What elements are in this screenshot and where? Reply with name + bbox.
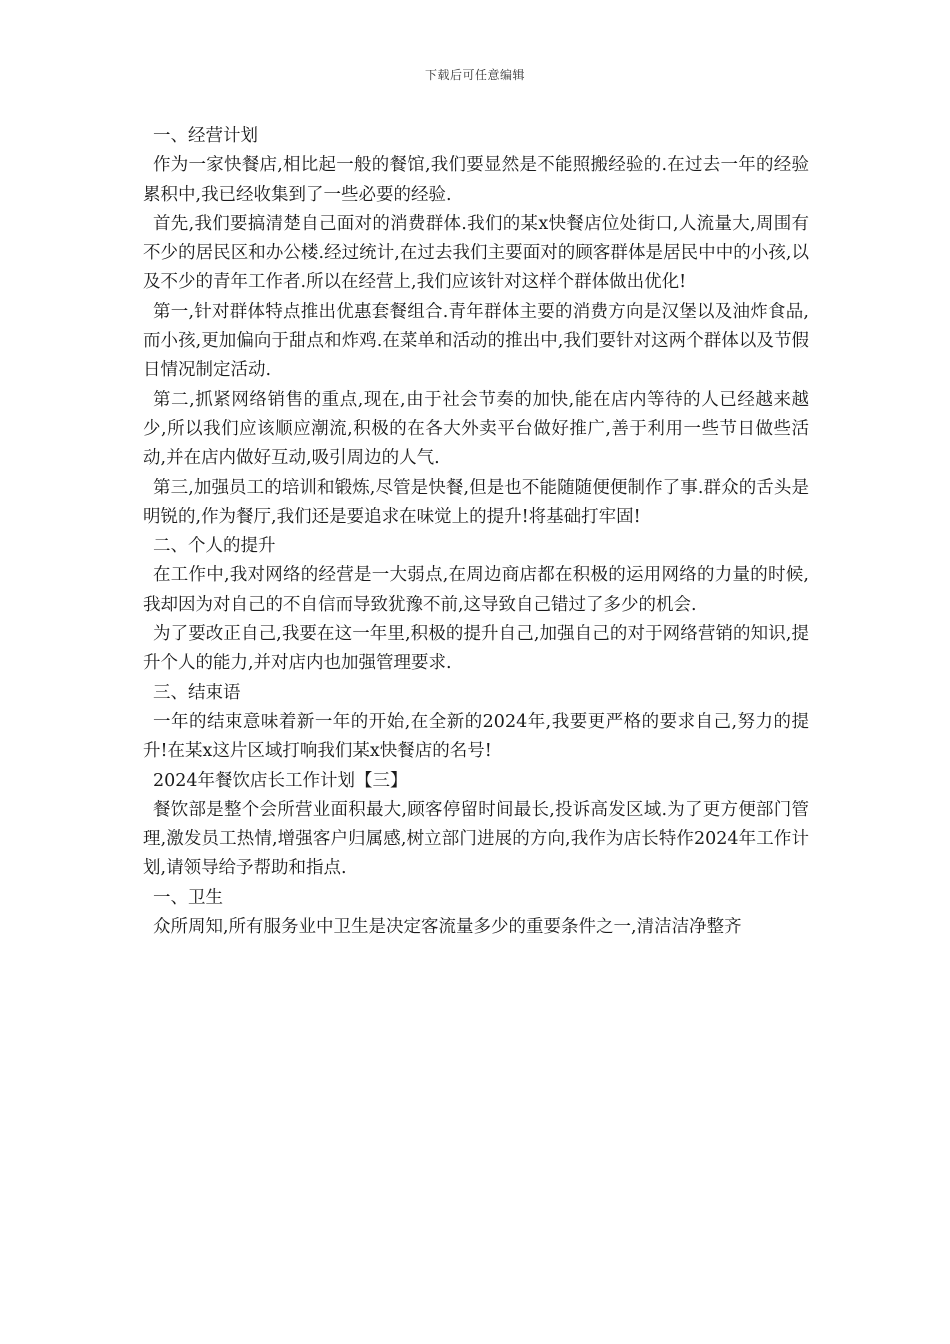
paragraph-second-point: 第二,抓紧网络销售的重点,现在,由于社会节奏的加快,能在店内等待的人已经越来越少,所以我们应该顺应潮流,积极的在各大外卖平台做好推广,善于利用一些节日做些活动,并在店内做好互动,吸引周边的人气. xyxy=(143,389,809,469)
page-header: 下载后可任意编辑 xyxy=(424,68,525,82)
paragraph-target-customers: 首先,我们要搞清楚自己面对的消费群体.我们的某x快餐店位处街口,人流量大,周围有不少的居民区和办公楼.经过统计,在过去我们主要面对的顾客群体是居民中中的小孩,以及不少的青年工作者.所以在经营上,我们应该针对这样个群体做出优化! xyxy=(143,213,809,293)
section-heading-business-plan: 一、经营计划 xyxy=(153,126,258,146)
document-body xyxy=(143,122,809,942)
paragraph-hygiene: 众所周知,所有服务业中卫生是决定客流量多少的重要条件之一,清洁洁净整齐 xyxy=(153,917,742,938)
document-subtitle: 2024年餐饮店长工作计划【三】 xyxy=(153,770,408,791)
paragraph-improvement: 为了要改正自己,我要在这一年里,积极的提升自己,加强自己的对于网络营销的知识,提升个人的能力,并对店内也加强管理要求. xyxy=(143,624,809,674)
paragraph-intro: 作为一家快餐店,相比起一般的餐馆,我们要显然是不能照搬经验的.在过去一年的经验累积中,我已经收集到了一些必要的经验. xyxy=(143,155,809,205)
paragraph-conclusion: 一年的结束意味着新一年的开始,在全新的2024年,我要更严格的要求自己,努力的提升!在某x这片区域打响我们某x快餐店的名号! xyxy=(143,711,809,762)
paragraph-third-point: 第三,加强员工的培训和锻炼,尽管是快餐,但是也不能随随便便制作了事.群众的舌头是明锐的,作为餐厅,我们还是要追求在味觉上的提升!将基础打牢固! xyxy=(143,477,809,527)
section-heading-personal-growth: 二、个人的提升 xyxy=(153,536,276,557)
section-heading-hygiene: 一、卫生 xyxy=(153,887,223,908)
section-heading-conclusion: 三、结束语 xyxy=(153,682,241,703)
paragraph-first-point: 第一,针对群体特点推出优惠套餐组合.青年群体主要的消费方向是汉堡以及油炸食品,而小孩,更加偏向于甜点和炸鸡.在菜单和活动的推出中,我们要针对这两个群体以及节假日情况制定活动. xyxy=(143,301,809,381)
paragraph-department-intro: 餐饮部是整个会所营业面积最大,顾客停留时间最长,投诉高发区域.为了更方便部门管理,激发员工热情,增强客户归属感,树立部门进展的方向,我作为店长特作2024年工作计划,请领导给予帮助和指点. xyxy=(143,799,809,879)
paragraph-weakness: 在工作中,我对网络的经营是一大弱点,在周边商店都在积极的运用网络的力量的时候,我却因为对自己的不自信而导致犹豫不前,这导致自己错过了多少的机会. xyxy=(143,565,809,615)
